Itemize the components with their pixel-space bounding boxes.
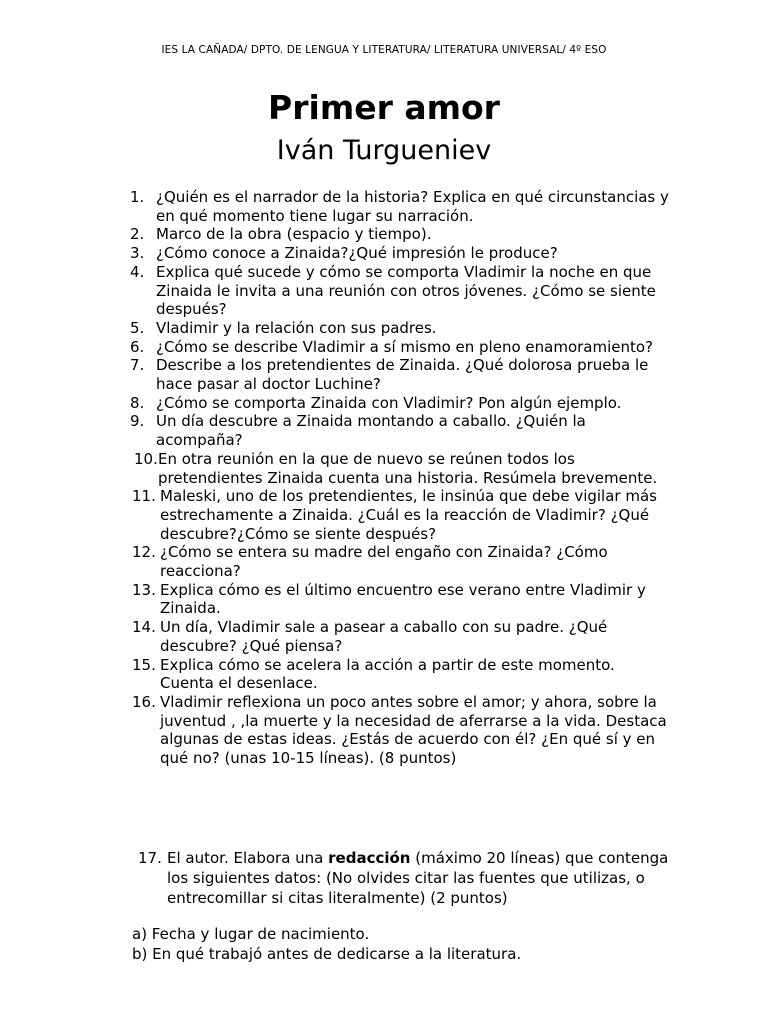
question-number: 5. (130, 318, 145, 337)
question-17-bold-word: redacción (328, 849, 411, 867)
question-item (130, 263, 670, 319)
question-text: Vladimir reflexiona un poco antes sobre el amor; y ahora, sobre la juventud , ,la muerte y la necesidad de aferrarse a la vida. Destaca algunas de estas ideas. ¿Estás de acuerdo con él? ¿En qué sí y en qué no? (unas 10-15 líneas). (8 puntos) (160, 692, 667, 768)
question-item (130, 656, 670, 693)
question-item (130, 543, 670, 580)
question-item (130, 618, 670, 655)
question-text: ¿Cómo conoce a Zinaida?¿Qué impresión le produce? (156, 244, 558, 263)
question-number: 4. (130, 262, 145, 281)
question-item (130, 319, 670, 338)
question-item (130, 487, 670, 543)
question-item (130, 412, 670, 449)
question-item (130, 581, 670, 618)
question-text: Vladimir y la relación con sus padres. (156, 318, 437, 337)
question-17 (138, 848, 687, 908)
question-item (130, 693, 670, 768)
question-text: ¿Cómo se describe Vladimir a sí mismo en pleno enamoramiento? (156, 337, 654, 356)
question-item (130, 244, 670, 263)
question-text: Maleski, uno de los pretendientes, le insinúa que debe vigilar más estrechamente a Zinaida. ¿Cuál es la reacción de Vladimir? ¿Qué descubre?¿Cómo se siente después? (160, 487, 657, 543)
question-number: 12. (132, 543, 156, 562)
question-number: 6. (130, 337, 145, 356)
question-number: 3. (130, 244, 145, 263)
question-text: Un día, Vladimir sale a pasear a caballo con su padre. ¿Qué descubre? ¿Qué piensa? (160, 618, 608, 655)
question-number: 7. (130, 356, 145, 375)
question-text: Explica qué sucede y cómo se comporta Vladimir la noche en que Zinaida le invita a una reunión con otros jóvenes. ¿Cómo se siente después? (156, 262, 656, 319)
question-list (130, 188, 670, 768)
question-number: 13. (132, 580, 156, 599)
question-text: En otra reunión en la que de nuevo se reúnen todos los pretendientes Zinaida cuenta una historia. Resúmela brevemente. (158, 449, 658, 487)
question-item (130, 356, 670, 393)
question-item (130, 225, 670, 244)
question-text: Un día descubre a Zinaida montando a caballo. ¿Quién la acompaña? (156, 412, 586, 450)
question-text: Explica cómo se acelera la acción a partir de este momento. Cuenta el desenlace. (160, 655, 615, 693)
question-17-text-after: (máximo 20 líneas) que contenga los siguientes datos: (No olvides citar las fuentes que utilizas, o entrecomillar si citas literalmente) (2 puntos) (167, 849, 669, 907)
question-number: 17. (138, 849, 162, 867)
question-number: 10. (134, 449, 158, 468)
question-text: Explica cómo es el último encuentro ese verano entre Vladimir y Zinaida. (160, 580, 646, 618)
question-number: 2. (130, 225, 145, 244)
question-item (130, 188, 670, 225)
question-number: 11. (132, 487, 156, 506)
question-number: 15. (132, 655, 156, 674)
question-text: Describe a los pretendientes de Zinaida. ¿Qué dolorosa prueba le hace pasar al doctor Luchine? (156, 356, 649, 394)
question-item (130, 394, 670, 413)
author-name: Iván Turgueniev (276, 135, 492, 166)
question-number: 9. (130, 412, 145, 431)
document-header: IES LA CAÑADA/ DPTO. DE LENGUA Y LITERATURA/ LITERATURA UNIVERSAL/ 4º ESO (161, 44, 607, 56)
page-title: Primer amor (268, 88, 500, 127)
question-text: ¿Quién es el narrador de la historia? Explica en qué circunstancias y en qué momento tiene lugar su narración. (156, 188, 669, 225)
subitem-a: a) Fecha y lugar de nacimiento. (132, 925, 370, 943)
question-item (130, 338, 670, 357)
question-text: ¿Cómo se entera su madre del engaño con Zinaida? ¿Cómo reacciona? (160, 543, 608, 581)
question-text: ¿Cómo se comporta Zinaida con Vladimir? Pon algún ejemplo. (156, 393, 622, 412)
subitem-b: b) En qué trabajó antes de dedicarse a la literatura. (132, 945, 522, 963)
question-17-text-before: El autor. Elabora una (167, 849, 329, 867)
question-number: 14. (132, 618, 156, 637)
question-item (130, 450, 670, 487)
question-number: 1. (130, 188, 145, 206)
question-number: 16. (132, 692, 156, 711)
question-text: Marco de la obra (espacio y tiempo). (156, 225, 432, 244)
question-number: 8. (130, 393, 145, 412)
